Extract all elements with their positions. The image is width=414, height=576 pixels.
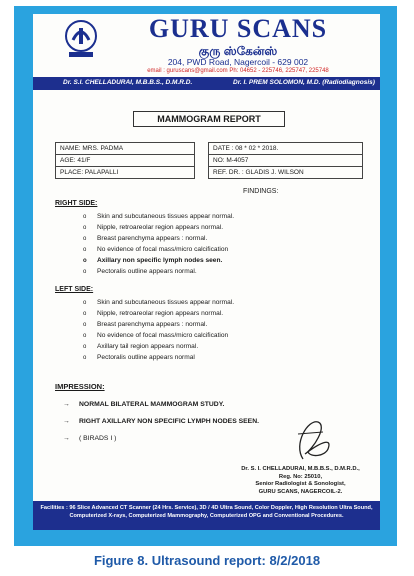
signer-name: Dr. S. I. CHELLADURAI, M.B.B.S., D.M.R.D., (241, 466, 360, 472)
doctor-bar (33, 77, 380, 90)
brand-name: GURU SCANS (148, 14, 328, 43)
impression-item: → NORMAL BILATERAL MAMMOGRAM STUDY. (63, 396, 259, 413)
signature (273, 414, 343, 464)
right-side-findings (83, 211, 234, 277)
finding-item: o Breast parenchyma appears : normal. (83, 233, 234, 244)
facilities-footer: Facilities : 96 Slice Advanced CT Scanner (24 Hrs. Service), 3D / 4D Ultra Sound, Color Doppler, High Resolution Ultra Sound, Computerized X-rays, Computerized Mammography, Computerized OPG and Conventional Procedures. (33, 501, 380, 530)
address: 204, PWD Road, Nagercoil - 629 002 (167, 57, 309, 67)
referring-doctor: REF. DR. : GLADIS J. WILSON (209, 167, 363, 179)
signer-block (228, 466, 373, 496)
finding-item: o Nipple, retroareolar region appears normal. (83, 222, 234, 233)
contact-line: email : guruscans@gmail.com Ph: 04652 - 225746, 225747, 225748 (147, 68, 329, 74)
finding-item: o Breast parenchyma appears : normal. (83, 319, 234, 330)
finding-item: o Skin and subcutaneous tissues appear normal. (83, 211, 234, 222)
left-side-findings (83, 297, 234, 363)
right-side-heading: RIGHT SIDE: (55, 200, 98, 207)
findings-heading: FINDINGS: (243, 188, 279, 195)
patient-place: PLACE: PALAPALLI (56, 167, 195, 179)
report-number: NO: M-4057 (209, 155, 363, 167)
patient-age: AGE: 41/F (56, 155, 195, 167)
finding-item: o Nipple, retroareolar region appears normal. (83, 308, 234, 319)
left-side-heading: LEFT SIDE: (55, 286, 94, 293)
patient-info-table (55, 142, 363, 179)
doctor-right: Dr. I. PREM SOLOMON, M.D. (Radiodiagnosis) (233, 79, 375, 86)
finding-item: o Pectoralis outline appears normal (83, 352, 234, 363)
finding-item: o Axillary non specific lymph nodes seen. (83, 255, 234, 266)
report-paper (33, 14, 380, 530)
signer-org: GURU SCANS, NAGERCOIL-2. (258, 488, 343, 495)
impression-item: → ( BIRADS I ) (63, 430, 259, 447)
finding-item: o Axillary tail region appears normal. (83, 341, 234, 352)
doctor-left: Dr. S.I. CHELLADURAI, M.B.B.S., D.M.R.D. (63, 79, 193, 86)
finding-item: o No evidence of focal mass/micro calcification (83, 330, 234, 341)
impression-list (63, 396, 259, 447)
signer-reg: Reg. No: 25010, (278, 473, 323, 480)
finding-item: o Skin and subcutaneous tissues appear normal. (83, 297, 234, 308)
patient-name: NAME: MRS. PADMA (56, 143, 195, 155)
finding-item: o Pectoralis outline appears normal. (83, 266, 234, 277)
impression-heading: IMPRESSION: (55, 382, 105, 391)
guru-scans-logo (63, 16, 99, 60)
brand-name-tamil: குரு ஸ்கேன்ஸ் (198, 44, 278, 58)
finding-item: o No evidence of focal mass/micro calcification (83, 244, 234, 255)
impression-item: → RIGHT AXILLARY NON SPECIFIC LYMPH NODES SEEN. (63, 413, 259, 430)
report-title: MAMMOGRAM REPORT (133, 111, 285, 127)
report-date: DATE : 08 * 02 * 2018. (209, 143, 363, 155)
figure-caption: Figure 8. Ultrasound report: 8/2/2018 (93, 553, 321, 568)
signer-role: Senior Radiologist & Sonologist, (255, 481, 346, 487)
